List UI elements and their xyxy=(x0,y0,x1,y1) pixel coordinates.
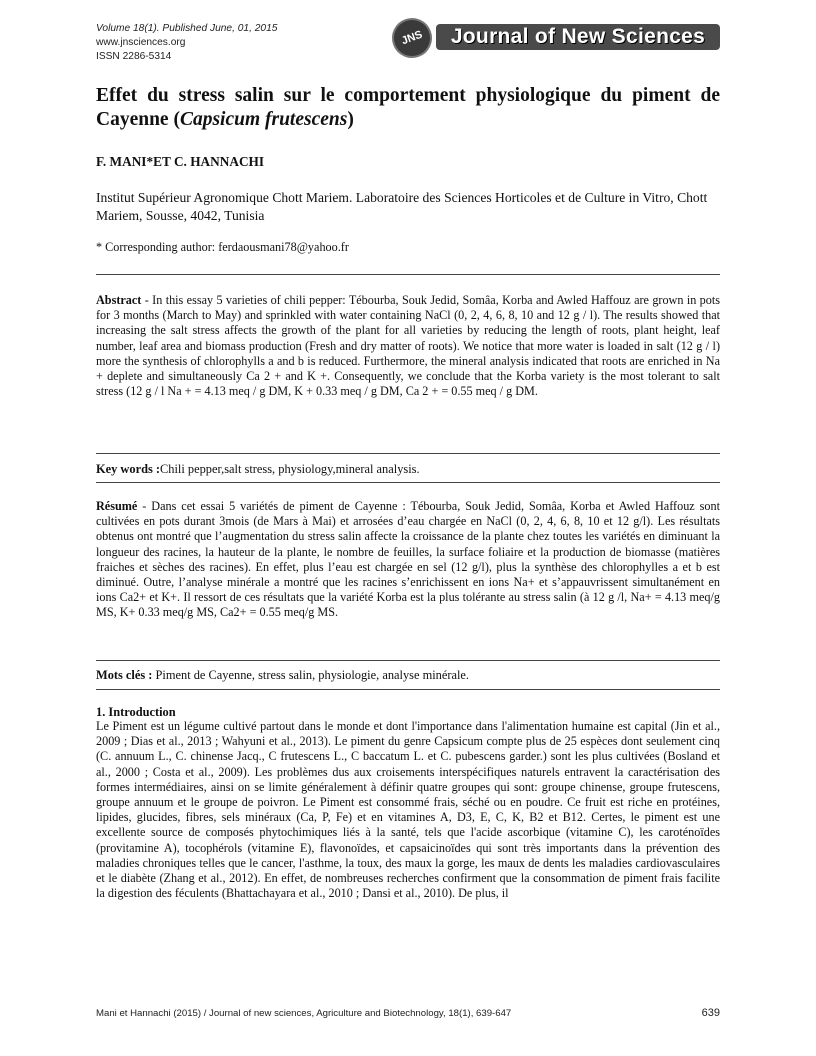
introduction-heading: 1. Introduction xyxy=(96,705,176,719)
resume-label: Résumé xyxy=(96,499,138,513)
title-close: ) xyxy=(347,109,354,130)
authors: F. MANI*ET C. HANNACHI xyxy=(96,154,265,169)
mots-cles xyxy=(96,668,720,683)
abstract-text: - In this essay 5 varieties of chili pepper: Tébourba, Souk Jedid, Somâa, Korba and Awled Haffouz are grown in pots for 3 months (March to May) and sprinkled with water containing NaCl (0, 2, 4, 6, 8, 10 and 12 g / l). The results showed that increasing the salt stress affects the growth of the plant for all varieties by reducing the length of roots, plant height, leaf number, leaf area and biomass production (Fresh and dry matter of roots). We notice that more water is loaded in salt (12 g / l) more the synthesis of chlorophylls a and b is reduced. Furthermore, the mineral analysis indicated that roots are enriched in Na + deplete and simultaneously Ca 2 + and K +. Consequently, we conclude that the Korba variety is the most tolerant to salt stress (12 g / l Na + = 4.13 meq / g DM, K + 0.33 meq / g DM, Ca 2 + = 0.55 meq / g DM. xyxy=(96,293,720,399)
affiliation: Institut Supérieur Agronomique Chott Mariem. Laboratoire des Sciences Horticoles et de Culture in Vitro, Chott Mariem, Sousse, 4042, Tunisia xyxy=(96,190,708,223)
abstract-label: Abstract xyxy=(96,293,142,307)
divider xyxy=(96,660,720,661)
mots-cles-label: Mots clés : xyxy=(96,668,153,682)
keywords xyxy=(96,462,720,477)
title-species: Capsicum frutescens xyxy=(179,109,348,130)
keywords-text: Chili pepper,salt stress, physiology,mineral analysis. xyxy=(160,462,420,476)
journal-name: Journal of New Sciences xyxy=(436,24,720,50)
introduction-text: Le Piment est un légume cultivé partout dans le monde et dont l'importance dans l'alimentation humaine est capital (Jin et al., 2009 ; Dias et al., 2013 ; Wahyuni et al., 2013). Le piment du genre Capsicum compte plus de 25 espèces dont seulement cinq (C. annuum L., C. chinense Jacq., C frutescens L., C baccatum L. et C. pubescens garder.) sont les plus cultivées (Bosland et al., 2000 ; Costa et al., 2009). Les problèmes dus aux croisements interspécifiques naturels entravent la caractérisation des formes intermédiaires, ainsi on se limite généralement à définir quatre groupes qui sont: groupe chinense, groupe frutescens, groupe annuum et le groupe de poivron. Le Piment est consommé frais, séché ou en poudre. Ce fruit est riche en protéines, lipides, glucides, fibres, sels minéraux (Ca, P, Fe) et en vitamines A, D3, E, C, K, B2 et B12. Certes, le piment est une excellente source de composés phytochimiques liés à la santé, tels que l'acide ascorbique (vitamine C), les caroténoïdes (provitamine A), tocophérols (vitamine E), flavonoïdes, et capsaicinoïdes qui sont très importants dans la prévention des maladies chroniques telles que le cancer, l'asthme, la toux, des maux la gorge, les maux de dents les maladies cardiovasculaires et le diabète (Zhang et al., 2012). En effet, de nombreuses recherches confirment que la consommation de piment frais facilite la digestion des féculents (Bhattachayara et al., 2010 ; Dansi et al., 2010). De plus, il xyxy=(96,719,720,901)
website-line: www.jnsciences.org xyxy=(96,37,186,48)
page-footer xyxy=(96,1008,720,1019)
journal-logo xyxy=(392,16,722,64)
jns-badge-icon: JNS xyxy=(386,12,437,63)
resume xyxy=(96,499,720,621)
divider xyxy=(96,453,720,454)
article-title xyxy=(96,84,720,132)
resume-text: - Dans cet essai 5 variétés de piment de Cayenne : Tébourba, Souk Jedid, Somâa, Korba et Awled Haffouz sont cultivées en pots durant 3mois (de Mars à Mai) et arrosées d’eau chargée en NaCl (0, 2, 4, 6, 8, 10 et 12 g/l). Les résultats obtenus ont montré que l’augmentation du stress salin affecte la croissance de la plante chez toutes les variétés en diminuant la longueur des racines, la hauteur de la plante, le nombre de feuilles, la surface foliaire et la production de biomasse (matières fraiches et sèches des racines). En effet, plus l’eau est chargée en sel (12 g/l), plus la synthèse des chlorophylles a et b est diminué. Outre, l’analyse minérale a montré que les racines s’enrichissent en ions Na+ et s’appauvrissent simultanément en ions Ca2+ et K+. Il ressort de ces résultats que la variété Korba est la plus tolérante au stress salin (à 12 g /l, Na+ = 4.13 meq/g MS, K+ 0.33 meq/g MS, Ca2+ = 0.55 meq/g MS. xyxy=(96,499,720,620)
keywords-label: Key words : xyxy=(96,462,161,476)
issn-line: ISSN 2286-5314 xyxy=(96,51,172,62)
divider xyxy=(96,482,720,483)
corresponding-author: * Corresponding author: ferdaousmani78@yahoo.fr xyxy=(96,240,349,254)
divider xyxy=(96,274,720,275)
footer-citation: Mani et Hannachi (2015) / Journal of new sciences, Agriculture and Biotechnology, 18(1), 639-647 xyxy=(96,1008,512,1019)
title-main: Effet du stress salin sur le comportement physiologique du piment de Cayenne ( xyxy=(96,85,720,130)
journal-header-info xyxy=(96,22,277,64)
page-number: 639 xyxy=(701,1007,720,1019)
mots-cles-text: Piment de Cayenne, stress salin, physiologie, analyse minérale. xyxy=(152,668,470,682)
volume-line: Volume 18(1). Published June, 01, 2015 xyxy=(96,23,278,34)
divider xyxy=(96,689,720,690)
abstract xyxy=(96,293,720,399)
